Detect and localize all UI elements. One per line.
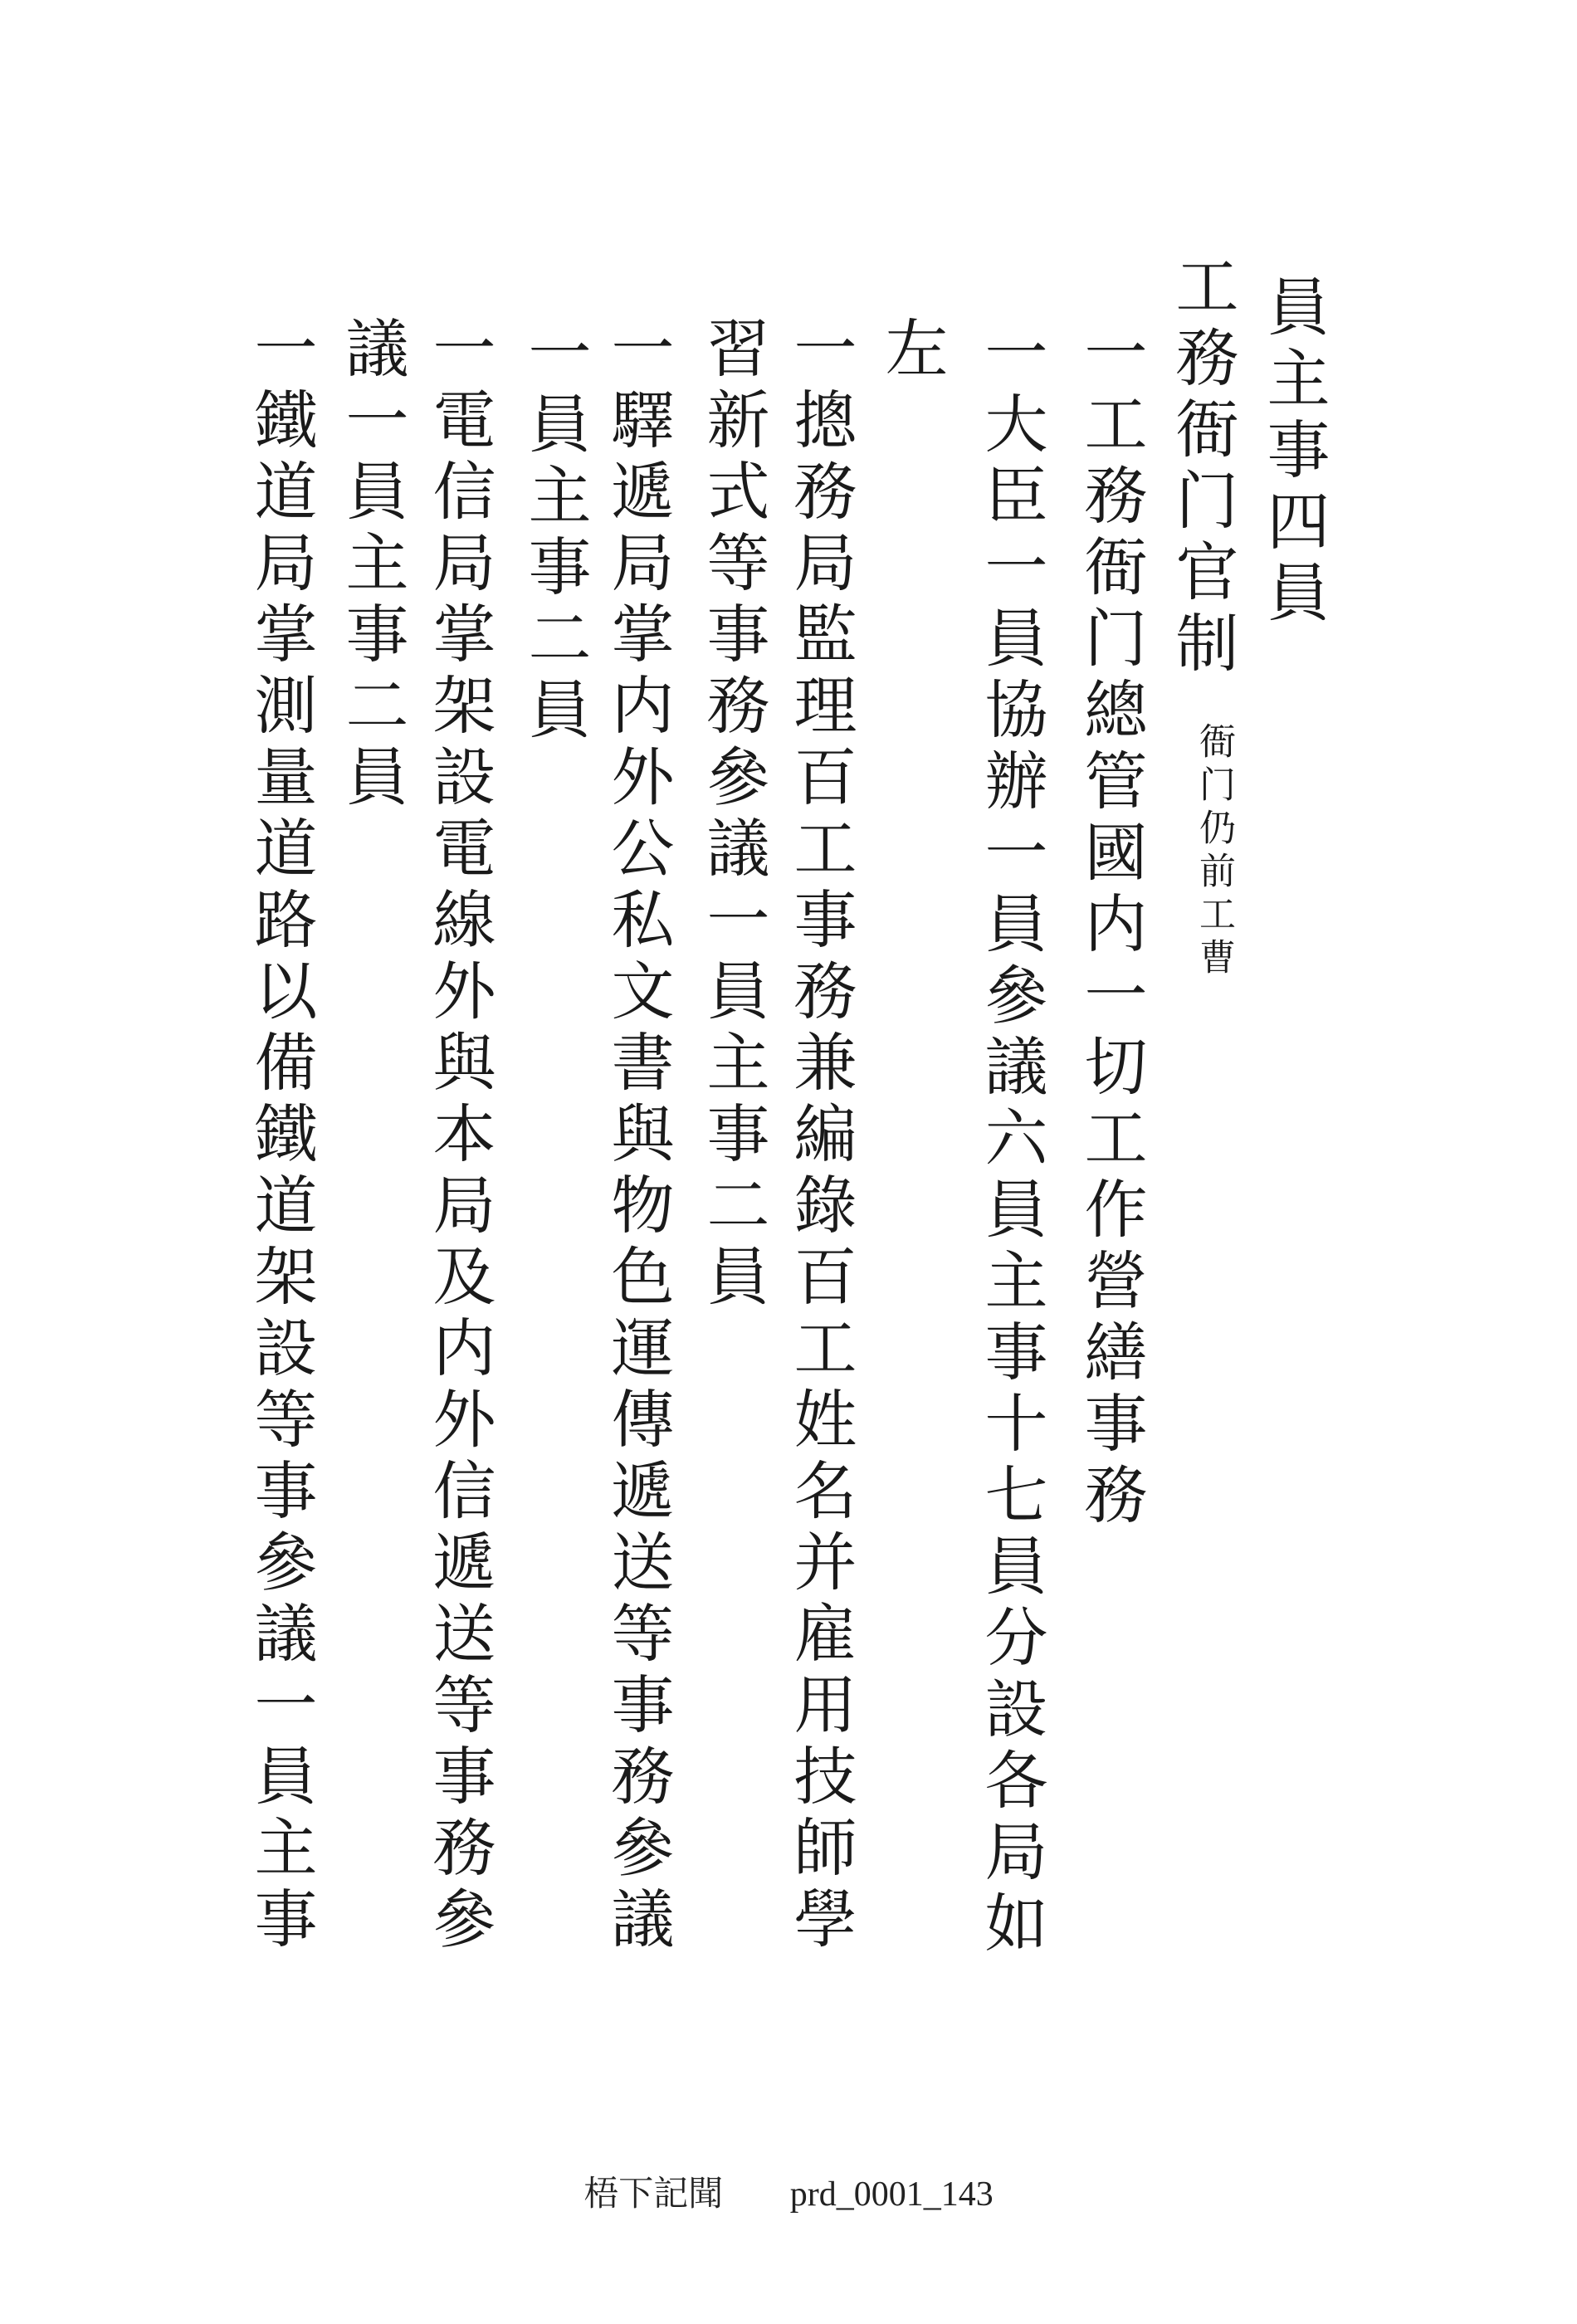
text-column-10: 一電信局掌架設電線外與本局及内外信遞送等事務參 [422, 315, 496, 1957]
text-column-4: 一大臣一員協辦一員參議六員主事十七員分設各局如 [974, 320, 1048, 1961]
annotation-column: 衙门仍前工曹 [1193, 722, 1235, 981]
text-column-2: 工務衙门官制 [1165, 253, 1239, 681]
text-column-9: 一員主事二員 [518, 320, 592, 748]
text-column-6: 一摠務局監理百工事務兼編錄百工姓名并雇用技師學 [784, 315, 857, 1957]
text-column-11: 議一員主事二員 [335, 315, 409, 815]
text-column-12: 一鐵道局掌測量道路以備鐵道架設等事參議一員主事 [244, 315, 318, 1957]
text-column-3: 一工務衙门總管國内一切工作營繕事務 [1074, 320, 1148, 1533]
text-column-5: 左 [875, 315, 949, 387]
text-column-7: 習新式等事務參議一員主事二員 [696, 315, 770, 1315]
manuscript-text [244, 224, 1345, 1961]
book-title: 梧下記聞 [583, 2175, 724, 2214]
text-column-1: 員主事四員 [1257, 274, 1330, 631]
page-footer [0, 2166, 1577, 2216]
text-column-8: 一驛遞局掌内外公私文書與物色運傳遞送等事務參議 [601, 315, 675, 1957]
page-id: prd_0001_143 [789, 2175, 994, 2214]
